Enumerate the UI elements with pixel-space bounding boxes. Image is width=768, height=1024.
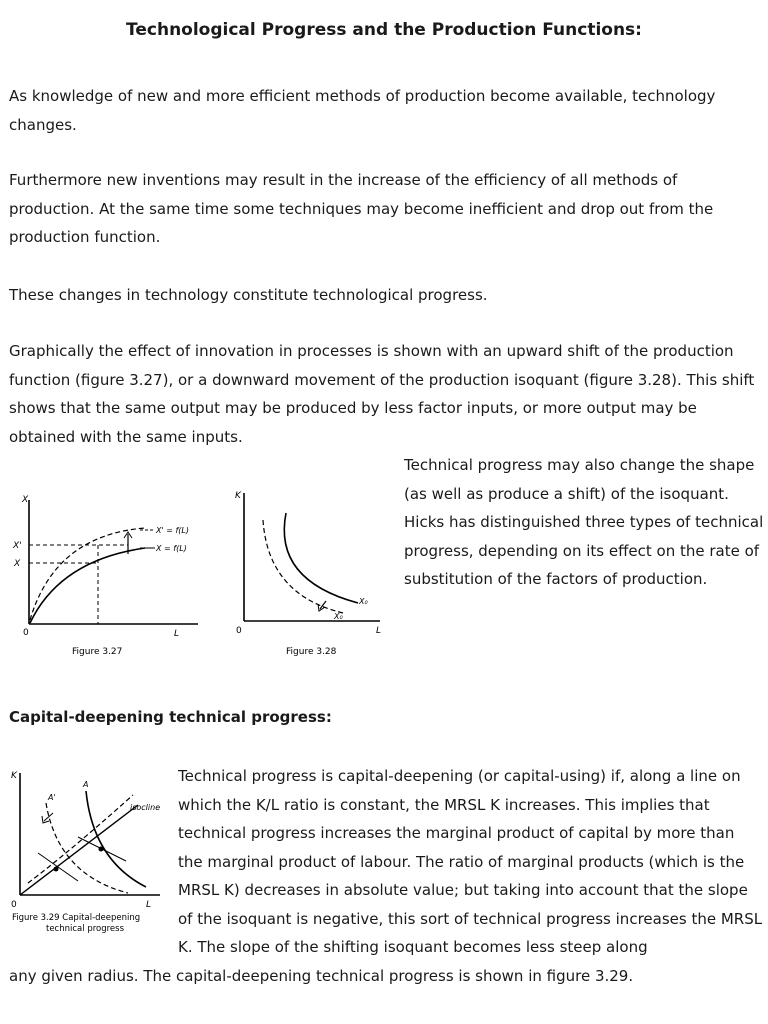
production-function-old	[30, 548, 145, 623]
x-axis-label: L	[376, 626, 382, 636]
curve-new-label: X' = f(L)	[156, 526, 189, 535]
figure-3-27	[10, 490, 210, 660]
paragraph-capital-deepening-end: any given radius. The capital-deepening technical progress is shown in figure 3.29.	[9, 967, 634, 985]
isoquant-shifted	[46, 803, 128, 893]
label-a: A	[83, 780, 89, 789]
x-axis-label: L	[174, 629, 180, 639]
isoquant-original	[284, 513, 358, 603]
x-tick-label: X	[14, 559, 21, 569]
label-a-prime: A'	[48, 793, 56, 802]
figure-3-29	[8, 765, 173, 945]
paragraph-hicks-types: Technical progress may also change the shape (as well as produce a shift) of the isoquant. Hicks has distinguished three types of technical progress, depending on its effect on the rate of substitution of the factors of production.	[404, 456, 764, 588]
x-axis-label: L	[146, 900, 152, 910]
isoquant-shifted	[263, 520, 343, 613]
y-axis-label: K	[235, 491, 241, 501]
y-axis-label: K	[11, 771, 17, 781]
slope-line-original	[78, 837, 126, 861]
figure-caption: Figure 3.28	[286, 647, 337, 657]
paragraph-graphical-effect: Graphically the effect of innovation in processes is shown with an upward shift of the production function (figure 3.27), or a downward movement of the production isoquant (figure 3.28). This shift shows that the same output may be produced by less factor inputs, or more output may be obtained with the same inputs.	[9, 342, 755, 446]
origin-label: 0	[23, 628, 29, 638]
constant-kl-ray	[20, 805, 138, 895]
label-isocline: isocline	[130, 803, 161, 812]
isoquant-label-original: X₀	[359, 597, 368, 606]
figure-3-28	[228, 485, 398, 660]
curve-old-label: X = f(L)	[156, 544, 187, 553]
origin-label: 0	[11, 900, 17, 910]
figure-caption-line2: technical progress	[46, 924, 125, 934]
y-axis-label: X	[22, 495, 29, 505]
figure-caption-line1: Figure 3.29 Capital-deepening	[12, 913, 141, 923]
figure-caption: Figure 3.27	[72, 647, 123, 657]
paragraph-capital-deepening: Technical progress is capital-deepening (or capital-using) if, along a line on which the K/L ratio is constant, the MRSL K increases. This implies that technical progress increases the marginal product of capital by more than the marginal product of labour. The ratio of marginal products (which is the MRSL K) decreases in absolute value; but taking into account that the slope of the isoquant is negative, this sort of technical progress increases the MRSL K. The slope of the shifting isoquant becomes less steep along	[178, 767, 763, 956]
paragraph-technological-progress: These changes in technology constitute technological progress.	[9, 286, 488, 304]
paragraph-new-inventions: Furthermore new inventions may result in the increase of the efficiency of all methods of production. At the same time some techniques may become inefficient and drop out from the production function.	[9, 171, 714, 246]
section-heading: Capital-deepening technical progress:	[9, 708, 332, 726]
origin-label: 0	[236, 626, 242, 636]
paragraph-technology-changes: As knowledge of new and more efficient methods of production become available, technology changes.	[9, 87, 716, 134]
isoquant-label-shifted: X₀	[334, 612, 343, 621]
x-prime-tick-label: X'	[13, 541, 22, 551]
page-title: Technological Progress and the Production Functions:	[126, 20, 642, 40]
